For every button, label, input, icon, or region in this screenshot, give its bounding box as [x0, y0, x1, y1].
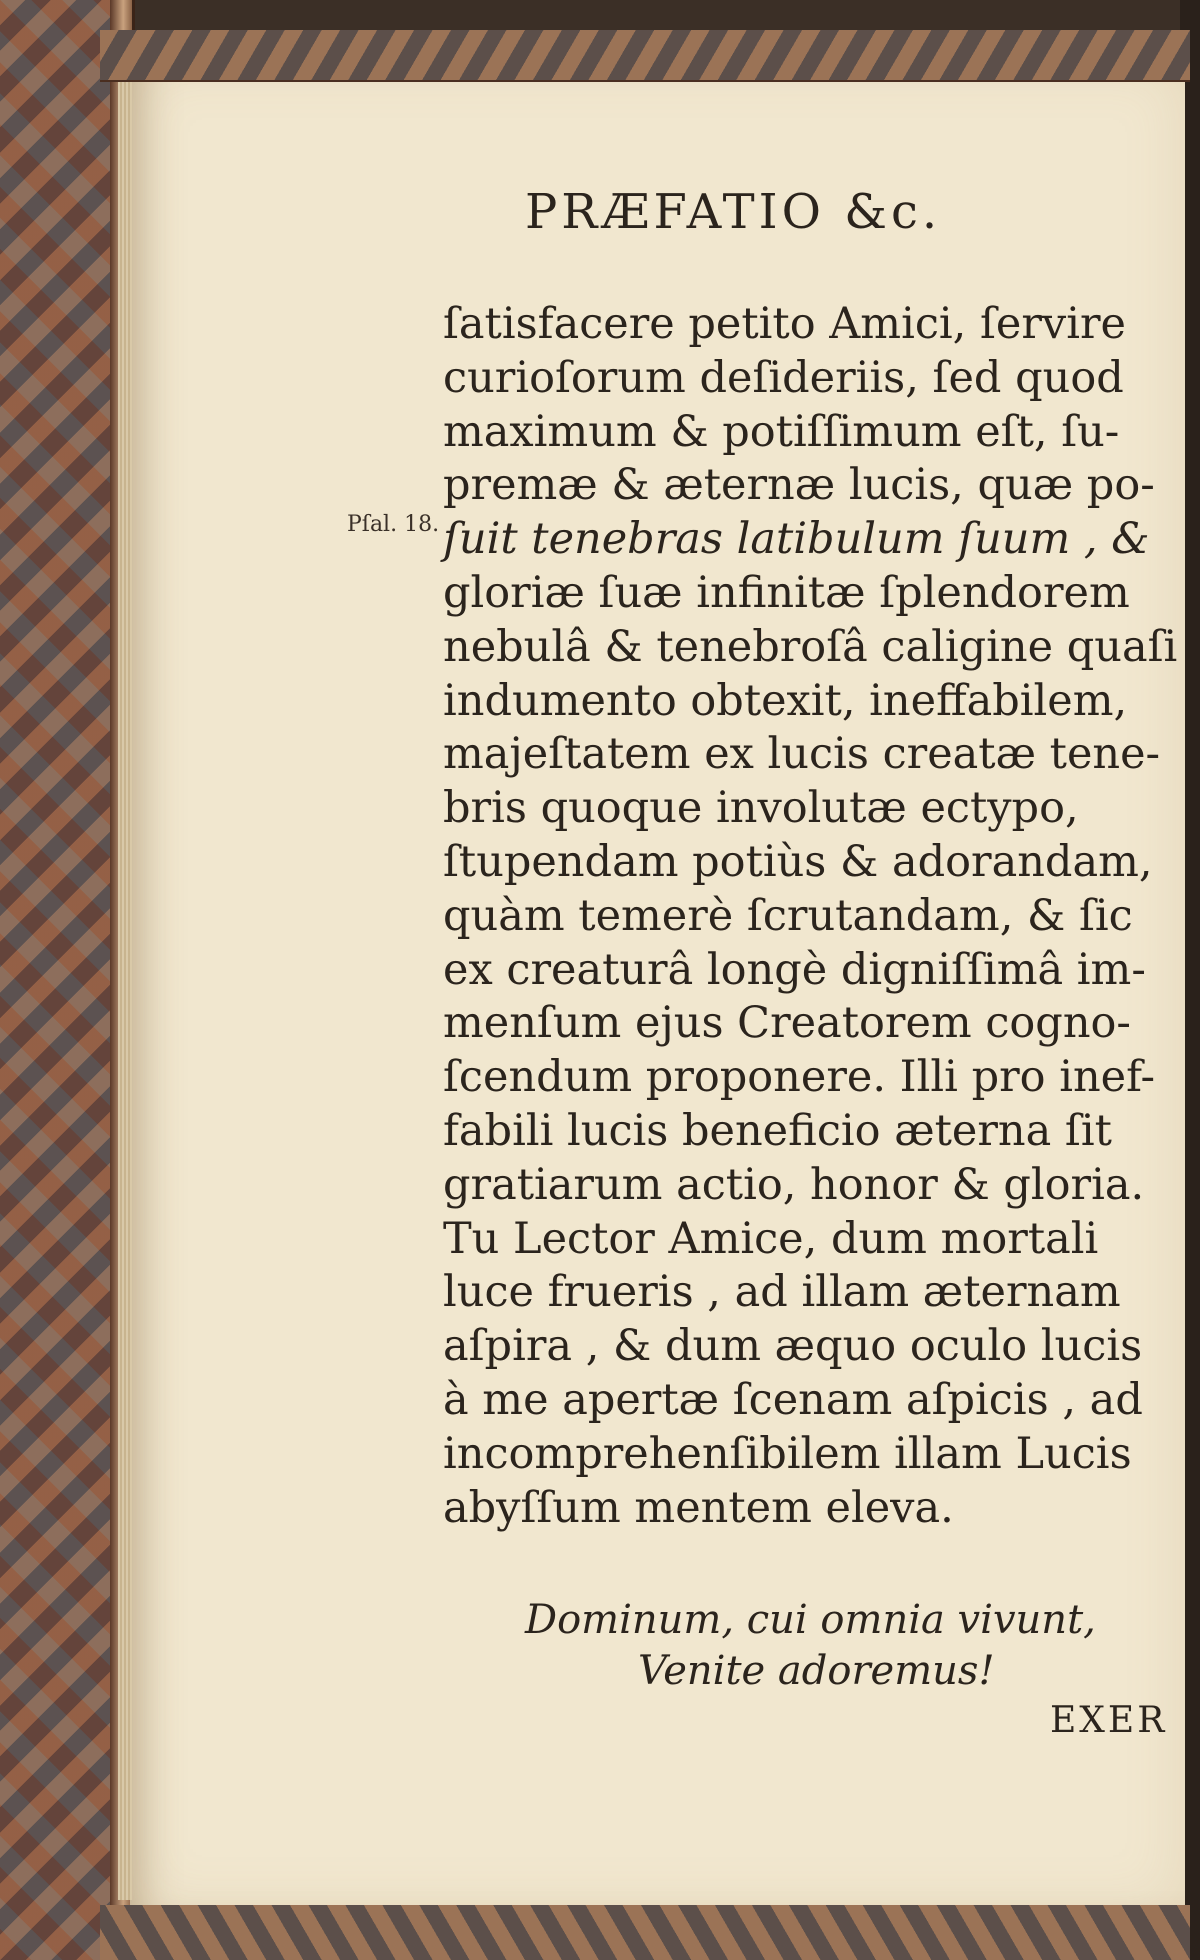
body-line: ex creaturâ longè digniſſimâ im- [443, 944, 1146, 995]
body-line: bris quoque involutæ ectypo, [443, 783, 1079, 834]
body-line: ſuit tenebras latibulum ſuum , & [443, 514, 1150, 565]
body-line: maximum & potiſſimum eſt, ſu- [443, 406, 1120, 457]
running-head: PRÆFATIO &c. [525, 184, 942, 240]
body-line: à me apertæ ſcenam aſpicis , ad [443, 1375, 1143, 1425]
body-line: aſpira , & dum æquo oculo lucis [443, 1321, 1143, 1372]
body-line: abyſſum mentem eleva. [443, 1482, 954, 1533]
body-line: luce frueris , ad illam æternam [443, 1267, 1121, 1318]
body-line: gratiarum actio, honor & gloria. [443, 1159, 1145, 1210]
body-line: fabili lucis beneficio æterna ſit [443, 1106, 1112, 1156]
catchword: EXER [1050, 1700, 1168, 1741]
body-line: curioſorum deſideriis, ſed quod [443, 352, 1124, 403]
body-line: quàm temerè ſcrutandam, & ſic [443, 890, 1133, 941]
body-line: incomprehenſibilem illam Lucis [443, 1428, 1132, 1479]
body-line: nebulâ & tenebroſâ caligine quaſi [443, 621, 1178, 672]
body-line: ſatisfacere petito Amici, ſervire [443, 299, 1126, 349]
body-line: majeſtatem ex lucis creatæ tene- [443, 729, 1161, 780]
binding-top-strip [100, 30, 1190, 82]
body-line: Tu Lector Amice, dum mortali [443, 1213, 1099, 1264]
binding-bottom-strip [100, 1905, 1190, 1960]
body-line: premæ & æternæ lucis, quæ po- [443, 460, 1155, 511]
body-line: menſum ejus Creatorem cogno- [443, 998, 1131, 1049]
margin-note: Pſal. 18. [347, 512, 440, 537]
body-line: indumento obtexit, ineffabilem, [443, 675, 1128, 726]
closing-line-1: Dominum, cui omnia vivunt, [525, 1597, 1096, 1643]
body-line: ſcendum proponere. Illi pro inef- [443, 1052, 1156, 1103]
page-stack [118, 70, 132, 1900]
closing-line-2: Venite adoremus! [638, 1648, 995, 1694]
body-line: ſtupendam potiùs & adorandam, [443, 837, 1153, 887]
body-line: gloriæ ſuæ infinitæ ſplendorem [443, 568, 1130, 618]
